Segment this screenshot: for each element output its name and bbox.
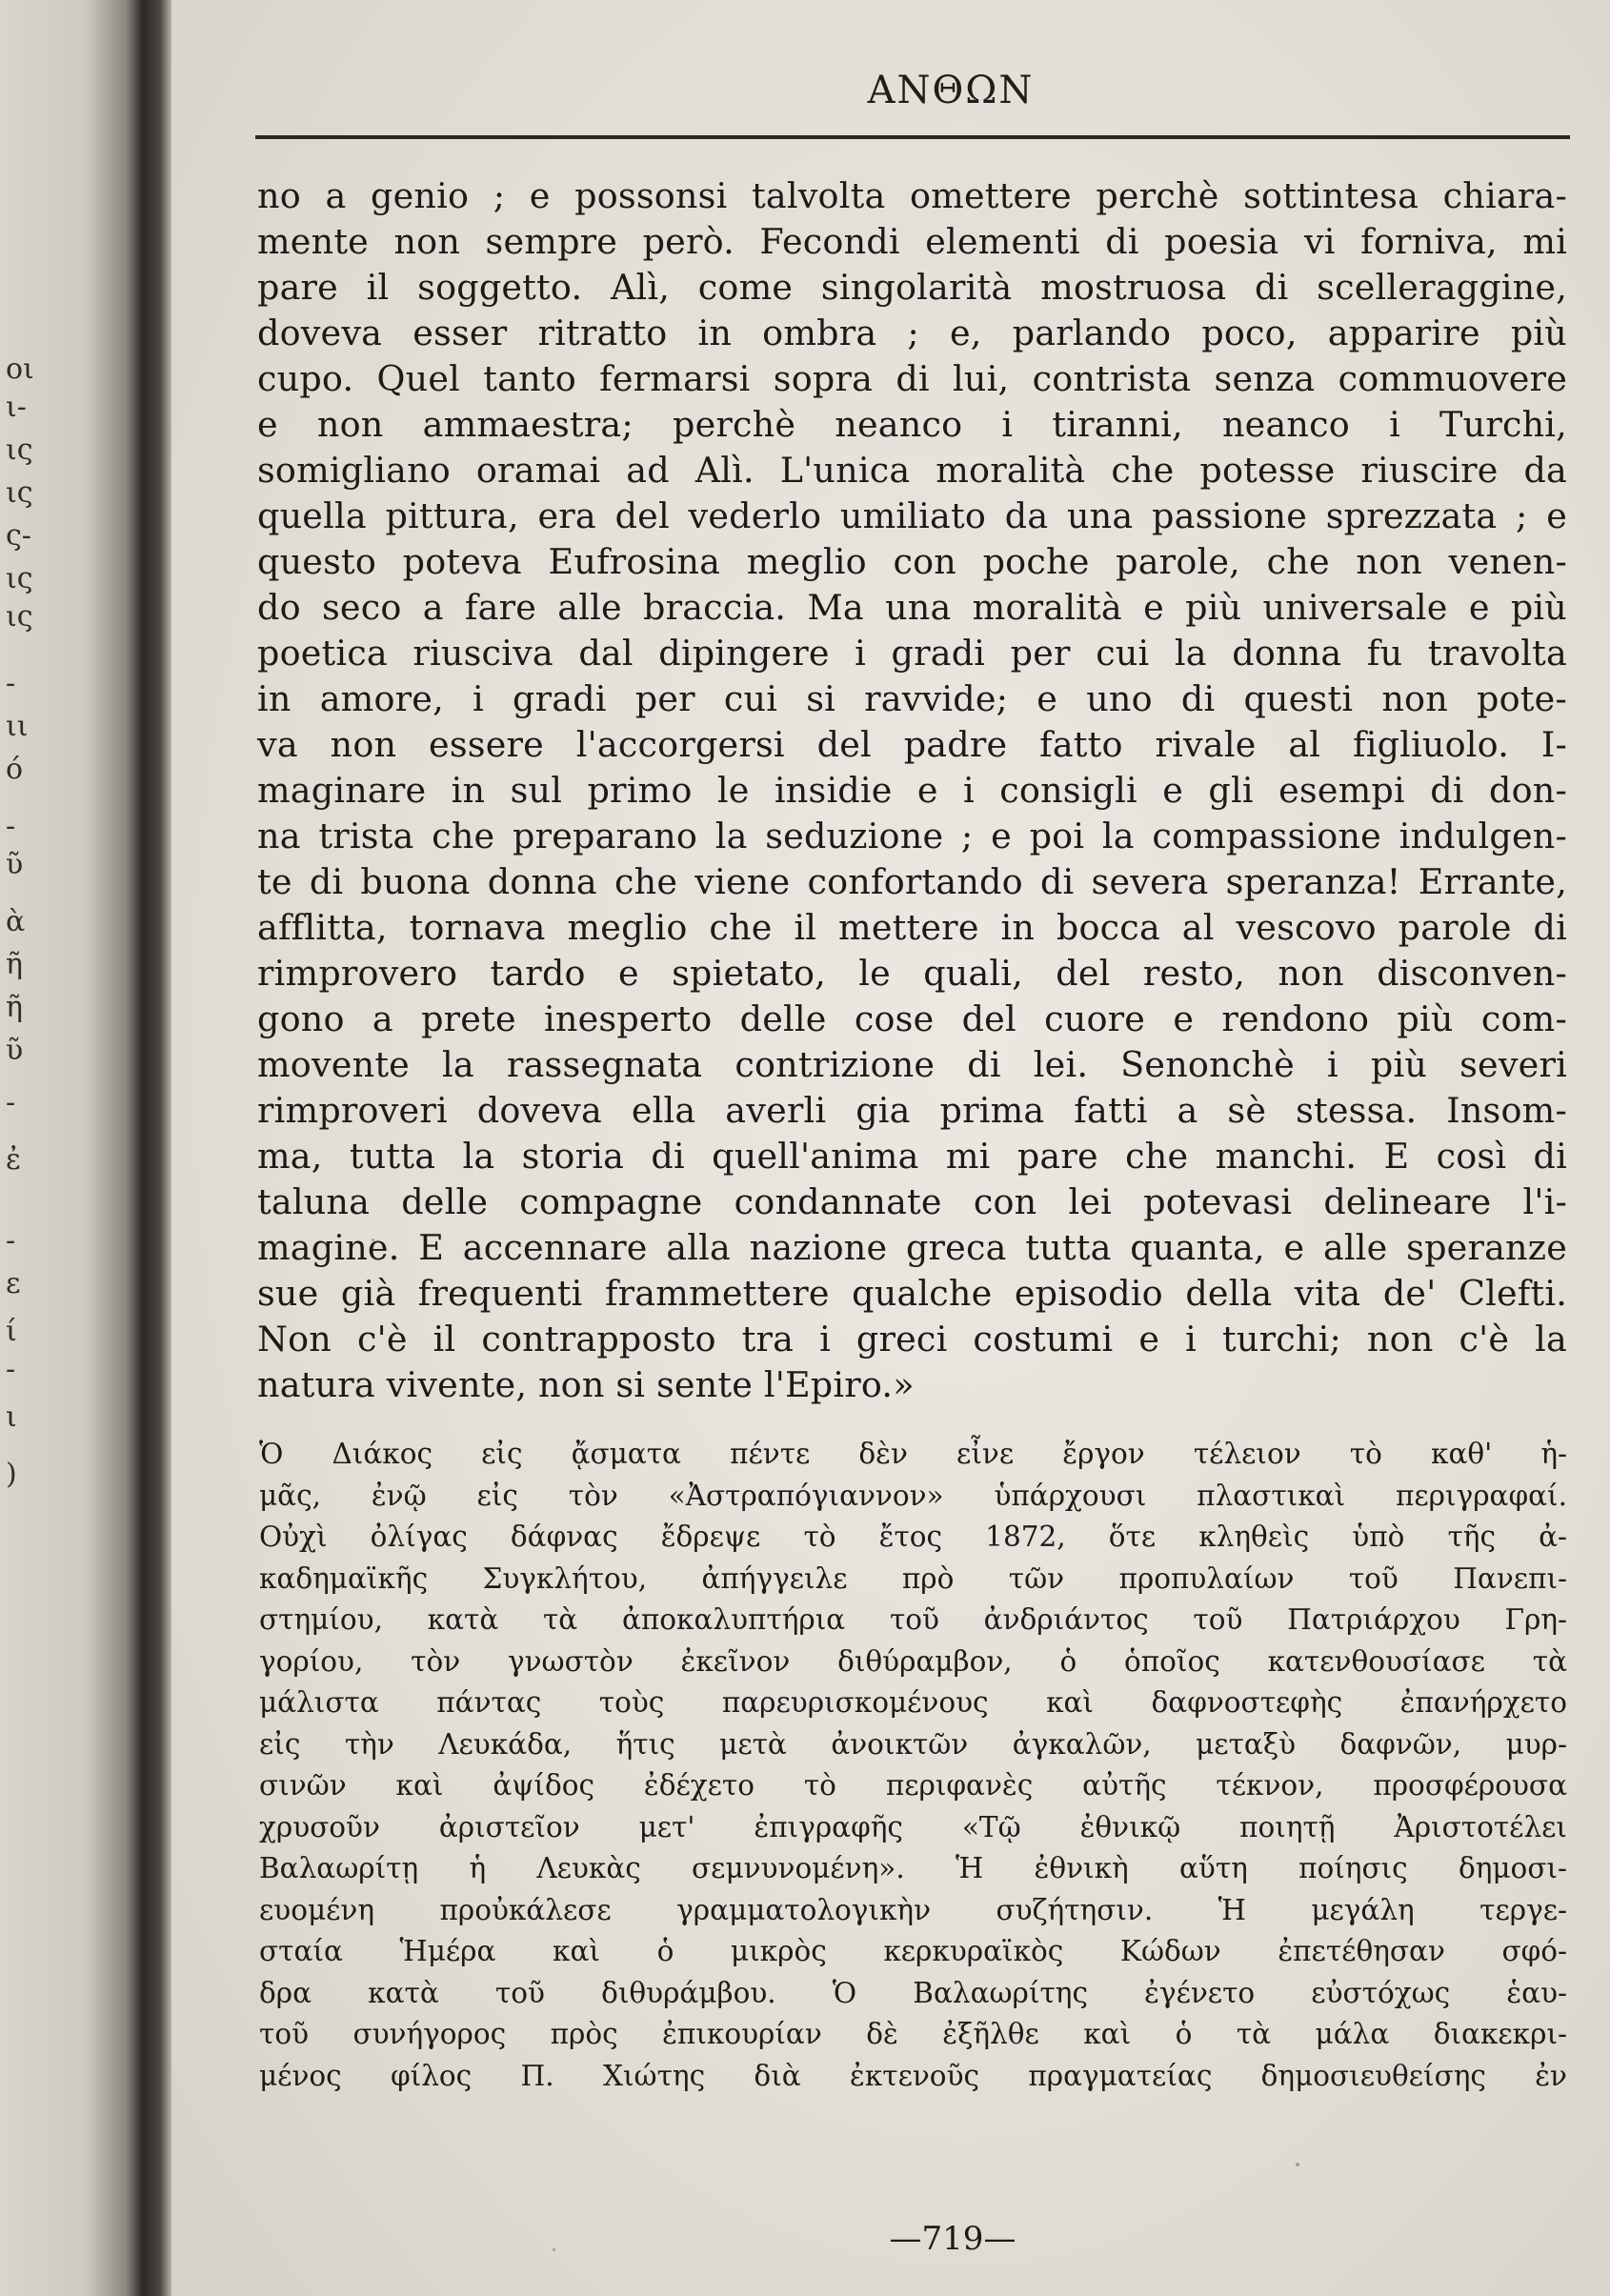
facing-page-fragment: ι [6,1400,17,1434]
facing-page-fragment: ) [6,1458,17,1491]
text-line: afflitta, tornava meglio che il mettere in bocca al vescovo parole di [257,907,1567,948]
greek-text-line: ευομένη προὐκάλεσε γραμματολογικὴν συζήτησιν. Ἡ μεγάλη τεργε- [259,1893,1567,1926]
facing-page-fragment: ῦ [6,1034,24,1067]
facing-page-fragment: ῆ [6,948,23,981]
greek-text-block [259,1434,1567,2097]
text-line: somigliano oramai ad Alì. L'unica moralità che potesse riuscire da [257,450,1567,491]
facing-page-edge [0,0,143,2296]
facing-page-fragment: - [6,1353,16,1386]
greek-text-line: χρυσοῦν ἀριστεῖον μετ' ἐπιγραφῆς «Τῷ ἐθνικῷ ποιητῇ Ἀριστοτέλει [259,1810,1567,1843]
facing-page-fragment: ις [6,476,33,510]
greek-text-line: μᾶς, ἐνῷ εἰς τὸν «Ἀστραπόγιαννον» ὑπάρχουσι πλαστικαὶ περιγραφαί. [259,1479,1567,1512]
text-line: poetica riusciva dal dipingere i gradi per cui la donna fu travolta [257,633,1567,674]
text-line: na trista che preparano la seduzione ; e poi la compassione indulgen- [257,816,1567,856]
facing-page-fragment: ῦ [6,848,24,881]
text-line: questo poteva Eufrosina meglio con poche parole, che non venen- [257,541,1567,582]
text-line: rimproveri doveva ella averli gia prima fatti a sè stessa. Insom- [257,1090,1567,1131]
text-line: movente la rassegnata contrizione di lei. Senonchè i più severi [257,1044,1567,1085]
greek-text-line: Βαλαωρίτῃ ἡ Λευκὰς σεμνυνομένη». Ἡ ἐθνικὴ αὕτη ποίησις δημοσι- [259,1852,1567,1884]
text-line: va non essere l'accorgersi del padre fatto rivale al figliuolo. I- [257,724,1567,765]
facing-page-fragment: ις [6,433,33,467]
greek-text-line: σινῶν καὶ ἀψίδος ἐδέχετο τὸ περιφανὲς αὐτῆς τέκνον, προσφέρουσα [259,1769,1567,1802]
text-line: doveva esser ritratto in ombra ; e, parlando poco, apparire più [257,312,1567,353]
facing-page-fragment: ς- [6,519,31,553]
greek-text-line: Ὁ Διάκος εἰς ᾄσματα πέντε δὲν εἶνε ἔργον τέλειον τὸ καθ' ἡ- [259,1438,1567,1470]
book-gutter [143,0,171,2296]
scan-speck [372,1239,374,1241]
text-line: Non c'è il contrapposto tra i greci costumi e i turchi; non c'è la [257,1319,1567,1359]
facing-page-fragment: ε [6,1267,21,1300]
facing-page-fragment: ις [6,562,33,595]
greek-text-line: τοῦ συνήγορος πρὸς ἐπικουρίαν δὲ ἐξῆλθε καὶ ὁ τὰ μάλα διακεκρι- [259,2018,1567,2050]
scan-speck [553,2248,555,2251]
facing-page-fragment: - [6,667,16,700]
greek-text-line: δρα κατὰ τοῦ διθυράμβου. Ὁ Βαλαωρίτης ἐγένετο εὐστόχως ἑαυ- [259,1976,1567,2009]
text-line: taluna delle compagne condannate con lei potevasi delineare l'i- [257,1181,1567,1222]
facing-page-fragment: - [6,1086,16,1119]
italian-text-block [257,173,1567,1408]
text-line: mente non sempre però. Fecondi elementi di poesia vi forniva, mi [257,221,1567,262]
text-line: quella pittura, era del vederlo umiliato da una passione sprezzata ; e [257,495,1567,536]
text-line: no a genio ; e possonsi talvolta omettere perchè sottintesa chiara- [257,175,1567,216]
facing-page-fragment: - [6,810,16,843]
text-line: cupo. Quel tanto fermarsi sopra di lui, contrista senza commuovere [257,358,1567,399]
facing-page-fragment: ό [6,753,24,786]
text-line: sue già frequenti frammettere qualche episodio della vita de' Clefti. [257,1273,1567,1314]
greek-text-line: καδημαϊκῆς Συγκλήτου, ἀπήγγειλε πρὸ τῶν προπυλαίων τοῦ Πανεπι- [259,1561,1567,1595]
greek-text-line: γορίου, τὸν γνωστὸν ἐκεῖνον διθύραμβον, ὁ ὁποῖος κατενθουσίασε τὰ [259,1644,1567,1678]
text-line: natura vivente, non si sente l'Epiro.» [257,1364,915,1405]
text-line: te di buona donna che viene confortando di severa speranza! Errante, [257,861,1567,902]
greek-text-line: μάλιστα πάντας τοὺς παρευρισκομένους καὶ δαφνοστεφὴς ἐπανήρχετο [259,1686,1567,1719]
facing-page-fragment: - [6,1224,16,1258]
greek-text-line: μένος φίλος Π. Χιώτης διὰ ἐκτενοῦς πραγματείας δημοσιευθείσης ἐν [259,2059,1567,2092]
facing-page-fragment: ῆ [6,991,23,1024]
book-page [171,0,1610,2296]
header-rule [255,135,1570,139]
scan-speck [1296,2163,1299,2166]
facing-page-fragment: οι [6,352,34,386]
text-line: in amore, i gradi per cui si ravvide; e uno di questi non pote- [257,678,1567,719]
facing-page-fragment: ὰ [6,905,26,938]
text-line: gono a prete inesperto delle cose del cuore e rendono più com- [257,998,1567,1039]
greek-text-line: Οὐχὶ ὀλίγας δάφνας ἔδρεψε τὸ ἔτος 1872, ὅτε κληθεὶς ὑπὸ τῆς ἀ- [259,1521,1567,1553]
text-line: ma, tutta la storia di quell'anima mi pare che manchi. E così di [257,1136,1567,1177]
text-line: maginare in sul primo le insidie e i consigli e gli esempi di don- [257,770,1567,811]
text-line: pare il soggetto. Alì, come singolarità mostruosa di scelleraggine, [257,267,1567,308]
text-line: magine. E accennare alla nazione greca tutta quanta, e alle speranze [257,1227,1567,1268]
greek-text-line: εἰς τὴν Λευκάδα, ἥτις μετὰ ἀνοικτῶν ἀγκαλῶν, μεταξὺ δαφνῶν, μυρ- [259,1727,1567,1761]
greek-text-line: στημίου, κατὰ τὰ ἀποκαλυπτήρια τοῦ ἀνδριάντος τοῦ Πατριάρχου Γρη- [259,1603,1567,1636]
facing-page-fragment: ἐ [6,1143,22,1177]
running-head: ΑΝΘΩΝ [867,69,1035,112]
text-line: do seco a fare alle braccia. Ma una moralità e più universale e più [257,587,1567,628]
facing-page-fragment: ί [6,1315,17,1348]
page-number: —719— [889,2220,1016,2258]
facing-page-fragment: ι- [6,391,27,424]
facing-page-fragment: ιι [6,710,29,743]
facing-page-fragment: ις [6,600,33,634]
greek-text-line: σταία Ἡμέρα καὶ ὁ μικρὸς κερκυραϊκὸς Κώδων ἐπετέθησαν σφό- [259,1935,1567,1967]
text-line: e non ammaestra; perchè neanco i tiranni, neanco i Turchi, [257,404,1567,445]
text-line: rimprovero tardo e spietato, le quali, del resto, non disconven- [257,953,1567,994]
